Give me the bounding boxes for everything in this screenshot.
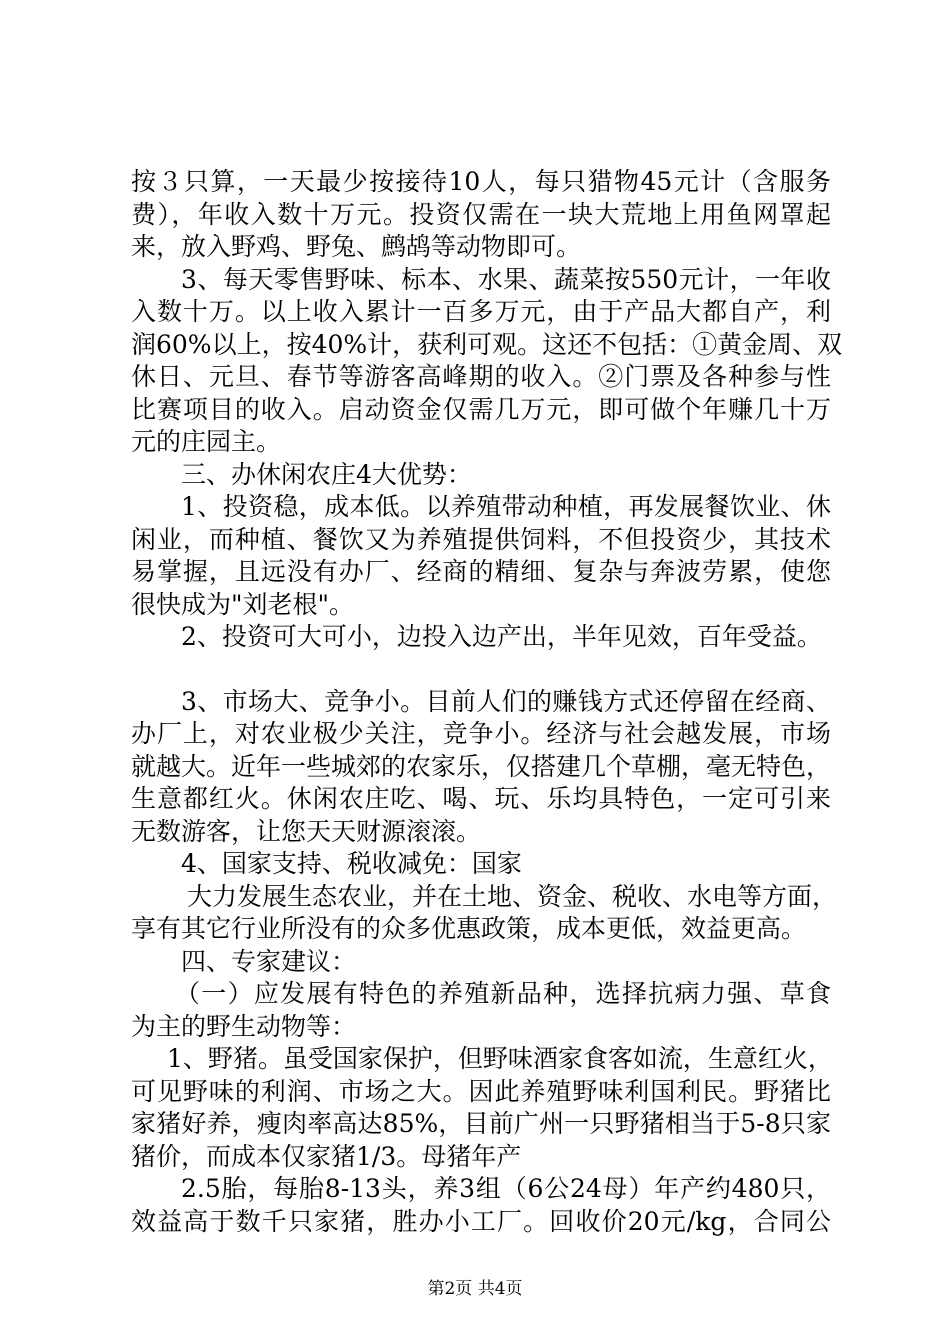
- text-line: 效益高于数千只家猪，胜办小工厂。回收价20元/kg，合同公: [131, 1206, 831, 1236]
- paragraph-gap: [131, 654, 831, 686]
- page-number-footer: 第2页 共4页: [427, 1279, 523, 1299]
- text-line: 家猪好养，瘦肉率高达85%，目前广州一只野猪相当于5-8只家: [131, 1109, 831, 1138]
- text-line: 2、投资可大可小，边投入边产出，半年见效，百年受益。: [181, 622, 822, 651]
- text-line: 为主的野生动物等：: [131, 1011, 357, 1041]
- text-line: 生意都红火。休闲农庄吃、喝、玩、乐均具特色，一定可引来: [131, 784, 831, 813]
- text-line: 3、每天零售野味、标本、水果、蔬菜按550元计，一年收: [181, 264, 831, 294]
- text-line: 按３只算，一天最少按接待10人，每只猎物45元计（含服务: [131, 167, 831, 196]
- text-line: 享有其它行业所没有的众多优惠政策，成本更低，效益更高。: [131, 914, 807, 943]
- section-heading: 四、专家建议：: [181, 946, 357, 976]
- text-line: 4、国家支持、税收减免：国家: [181, 849, 522, 878]
- text-line: 休日、元旦、春节等游客高峰期的收入。②门票及各种参与性: [131, 362, 831, 391]
- text-line: 比赛项目的收入。启动资金仅需几万元，即可做个年赚几十万: [131, 394, 831, 424]
- text-line: 来，放入野鸡、野兔、鹧鸪等动物即可。: [131, 232, 582, 261]
- text-line: 闲业，而种植、餐饮又为养殖提供饲料，不但投资少，其技术: [131, 524, 831, 554]
- text-line: 可见野味的利润、市场之大。因此养殖野味利国利民。野猪比: [131, 1076, 831, 1106]
- section-heading: 三、办休闲农庄4大优势：: [181, 459, 472, 489]
- text-line: 无数游客，让您天天财源滚滚。: [131, 816, 482, 846]
- text-line: 润60%以上，按40%计，获利可观。这还不包括：①黄金周、双: [131, 329, 843, 359]
- document-body: [131, 166, 843, 1238]
- text-line: 大力发展生态农业，并在土地、资金、税收、水电等方面，: [187, 881, 838, 911]
- text-line: 入数十万。以上收入累计一百多万元，由于产品大都自产，利: [131, 297, 831, 326]
- text-line: 易掌握，且远没有办厂、经商的精细、复杂与奔波劳累，使您: [131, 557, 831, 586]
- text-line: 办厂上，对农业极少关注，竞争小。经济与社会越发展，市场: [131, 719, 831, 748]
- text-line: 元的庄园主。: [131, 427, 282, 456]
- text-line: 3、市场大、竞争小。目前人们的赚钱方式还停留在经商、: [181, 686, 831, 716]
- text-line: 费），年收入数十万元。投资仅需在一块大荒地上用鱼网罩起: [131, 199, 831, 229]
- text-line: 1、投资稳，成本低。以养殖带动种植，再发展餐饮业、休: [181, 492, 831, 521]
- text-line: 1、野猪。虽受国家保护，但野味酒家食客如流，生意红火，: [167, 1044, 833, 1073]
- text-line: 很快成为"刘老根"。: [131, 589, 354, 619]
- text-line: 猪价，而成本仅家猪1/3。母猪年产: [131, 1141, 522, 1171]
- text-line: （一）应发展有特色的养殖新品种，选择抗病力强、草食: [175, 979, 831, 1008]
- text-line: 就越大。近年一些城郊的农家乐，仅搭建几个草棚，毫无特色，: [131, 751, 832, 781]
- text-line: 2.5胎，每胎8-13头，养3组（6公24母）年产约480只，: [181, 1174, 831, 1203]
